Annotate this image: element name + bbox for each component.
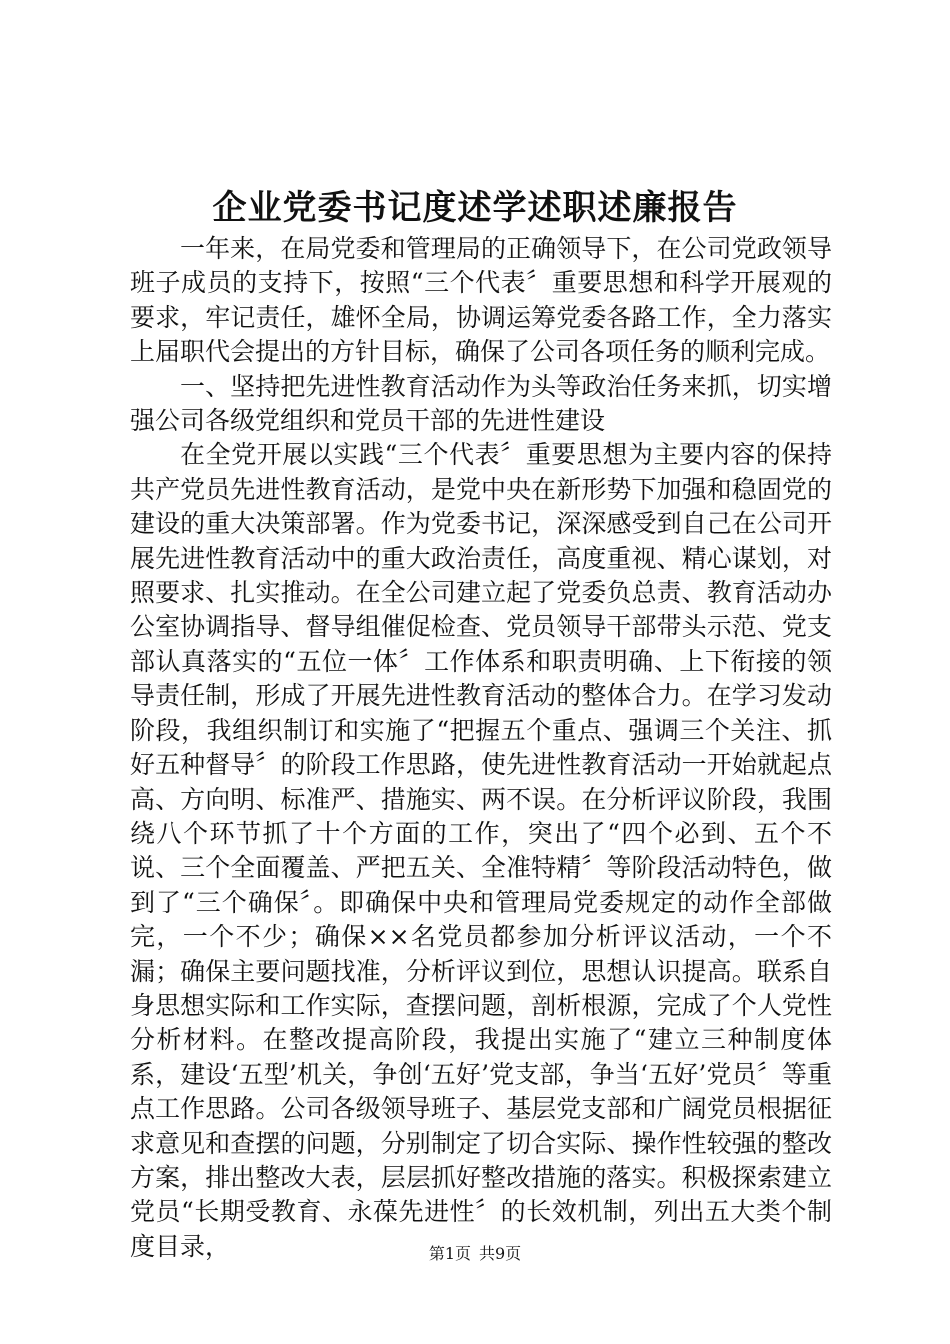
page-footer (0, 1243, 950, 1265)
paragraph-section-heading: 一、坚持把先进性教育活动作为头等政治任务来抓，切实增强公司各级党组织和党员干部的先进性建设 (130, 371, 832, 436)
document-body (130, 232, 832, 1264)
page-number: 第1页 (428, 1244, 471, 1263)
paragraph-intro: 一年来，在局党委和管理局的正确领导下，在公司党政领导班子成员的支持下，按照“三个代表〞重要思想和科学开展观的要求，牢记责任，雄怀全局，协调运筹党委各路工作，全力落实上届职代会提出的方针目标，确保了公司各项任务的顺利完成。 (130, 234, 832, 367)
document-title: 企业党委书记度述学述职述廉报告 (212, 188, 738, 228)
paragraph-section-body: 在全党开展以实践“三个代表〞重要思想为主要内容的保持共产党员先进性教育活动，是党中央在新形势下加强和稳固党的建设的重大决策部署。作为党委书记，深深感受到自己在公司开展先进性教育活动中的重大政治责任，高度重视、精心谋划，对照要求、扎实推动。在全公司建立起了党委负总责、教育活动办公室协调指导、督导组催促检查、党员领导干部带头示范、党支部认真落实的“五位一体〞工作体系和职责明确、上下衔接的领导责任制，形成了开展先进性教育活动的整体合力。在学习发动阶段，我组织制订和实施了“把握五个重点、强调三个关注、抓好五种督导〞的阶段工作思路，使先进性教育活动一开始就起点高、方向明、标准严、措施实、两不误。在分析评议阶段，我围绕八个环节抓了十个方面的工作，突出了“四个必到、五个不说、三个全面覆盖、严把五关、全准特精〞等阶段活动特色，做到了“三个确保〞。即确保中央和管理局党委规定的动作全部做完，一个不少；确保××名党员都参加分析评议活动，一个不漏；确保主要问题找准，分析评议到位，思想认识提高。联系自身思想实际和工作实际，查摆问题，剖析根源，完成了个人党性分析材料。在整改提高阶段，我提出实施了“建立三种制度体系，建设‘五型’机关，争创‘五好’党支部，争当‘五好’党员〞等重点工作思路。公司各级领导班子、基层党支部和广阔党员根据征求意见和查摆的问题，分别制定了切合实际、操作性较强的整改方案，排出整改大表，层层抓好整改措施的落实。积极探索建立党员“长期受教育、永葆先进性〞的长效机制，列出五大类个制度目录， (130, 440, 832, 1261)
page-total: 共9页 (479, 1244, 522, 1263)
